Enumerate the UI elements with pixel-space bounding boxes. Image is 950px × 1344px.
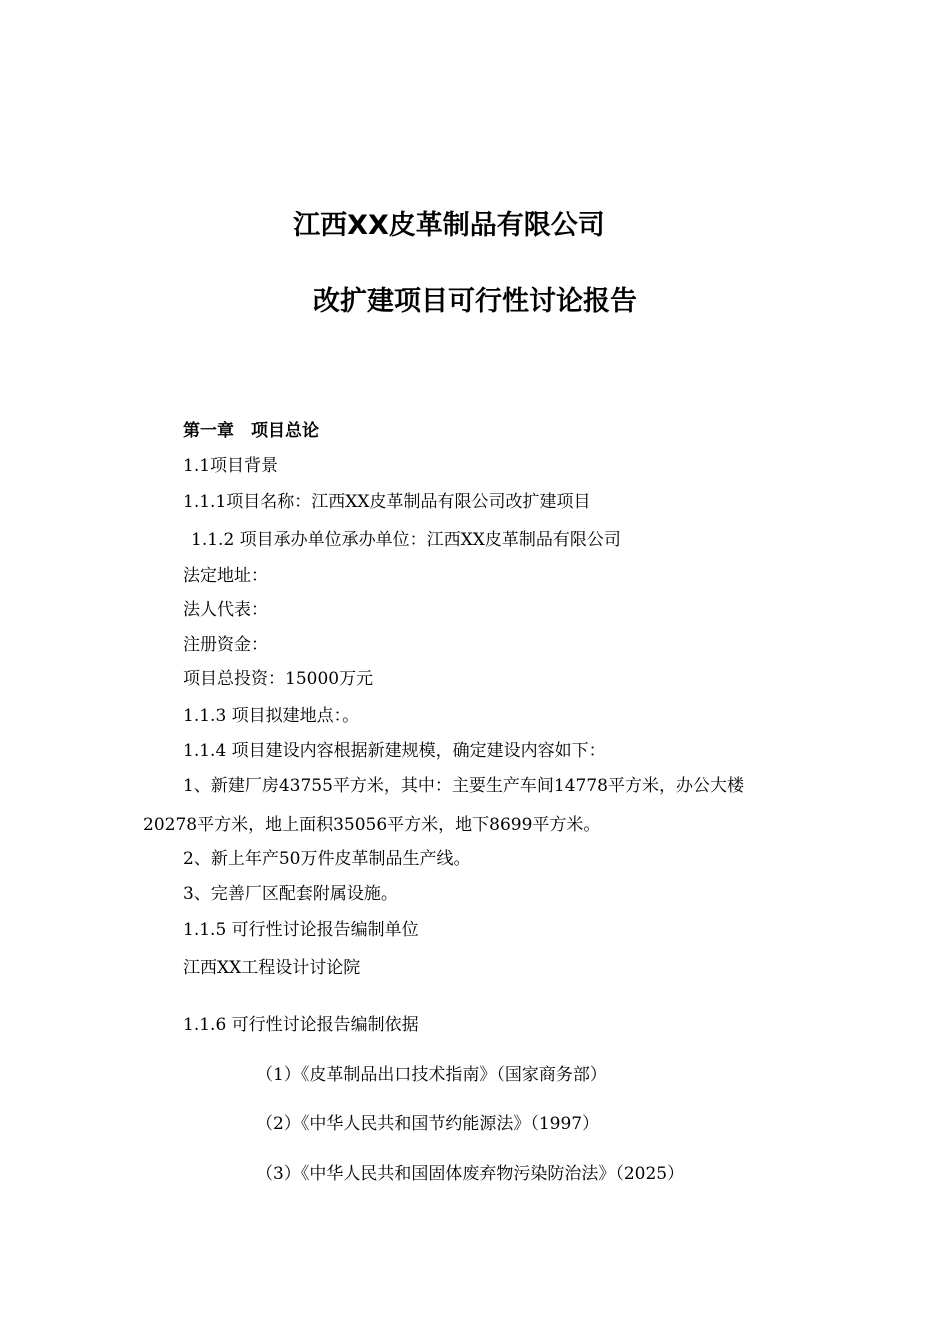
paragraph-line: 法人代表： xyxy=(183,600,268,620)
section-heading: 1.1项目背景 xyxy=(183,456,279,476)
paragraph-line: 20278平方米，地上面积35056平方米，地下8699平方米。 xyxy=(143,815,601,835)
reference-item: （1）《皮革制品出口技术指南》（国家商务部） xyxy=(256,1065,607,1085)
reference-item: （2）《中华人民共和国节约能源法》（1997） xyxy=(256,1114,600,1134)
paragraph-line: 1.1.4 项目建设内容根据新建规模，确定建设内容如下： xyxy=(183,741,606,761)
paragraph-line: 注册资金： xyxy=(183,635,268,655)
paragraph-line: 1.1.6 可行性讨论报告编制依据 xyxy=(183,1015,419,1035)
paragraph-line: 3、完善厂区配套附属设施。 xyxy=(183,884,398,904)
paragraph-line: 1.1.2 项目承办单位承办单位：江西XX皮革制品有限公司 xyxy=(191,530,621,550)
document-title-line2: 改扩建项目可行性讨论报告 xyxy=(313,286,637,317)
document-title-line1: 江西XX皮革制品有限公司 xyxy=(293,210,605,241)
paragraph-line: 江西XX工程设计讨论院 xyxy=(183,958,361,978)
reference-item: （3）《中华人民共和国固体废弃物污染防治法》（2025） xyxy=(256,1164,685,1184)
paragraph-line: 项目总投资：15000万元 xyxy=(183,669,374,689)
paragraph-line: 1.1.3 项目拟建地点：。 xyxy=(183,706,360,726)
paragraph-line: 1、新建厂房43755平方米，其中：主要生产车间14778平方米，办公大楼 xyxy=(183,776,744,796)
paragraph-line: 2、新上年产50万件皮革制品生产线。 xyxy=(183,849,471,869)
chapter-heading: 第一章 项目总论 xyxy=(183,421,319,441)
paragraph-line: 1.1.5 可行性讨论报告编制单位 xyxy=(183,920,419,940)
paragraph-line: 1.1.1项目名称：江西XX皮革制品有限公司改扩建项目 xyxy=(183,492,591,512)
paragraph-line: 法定地址： xyxy=(183,566,268,586)
